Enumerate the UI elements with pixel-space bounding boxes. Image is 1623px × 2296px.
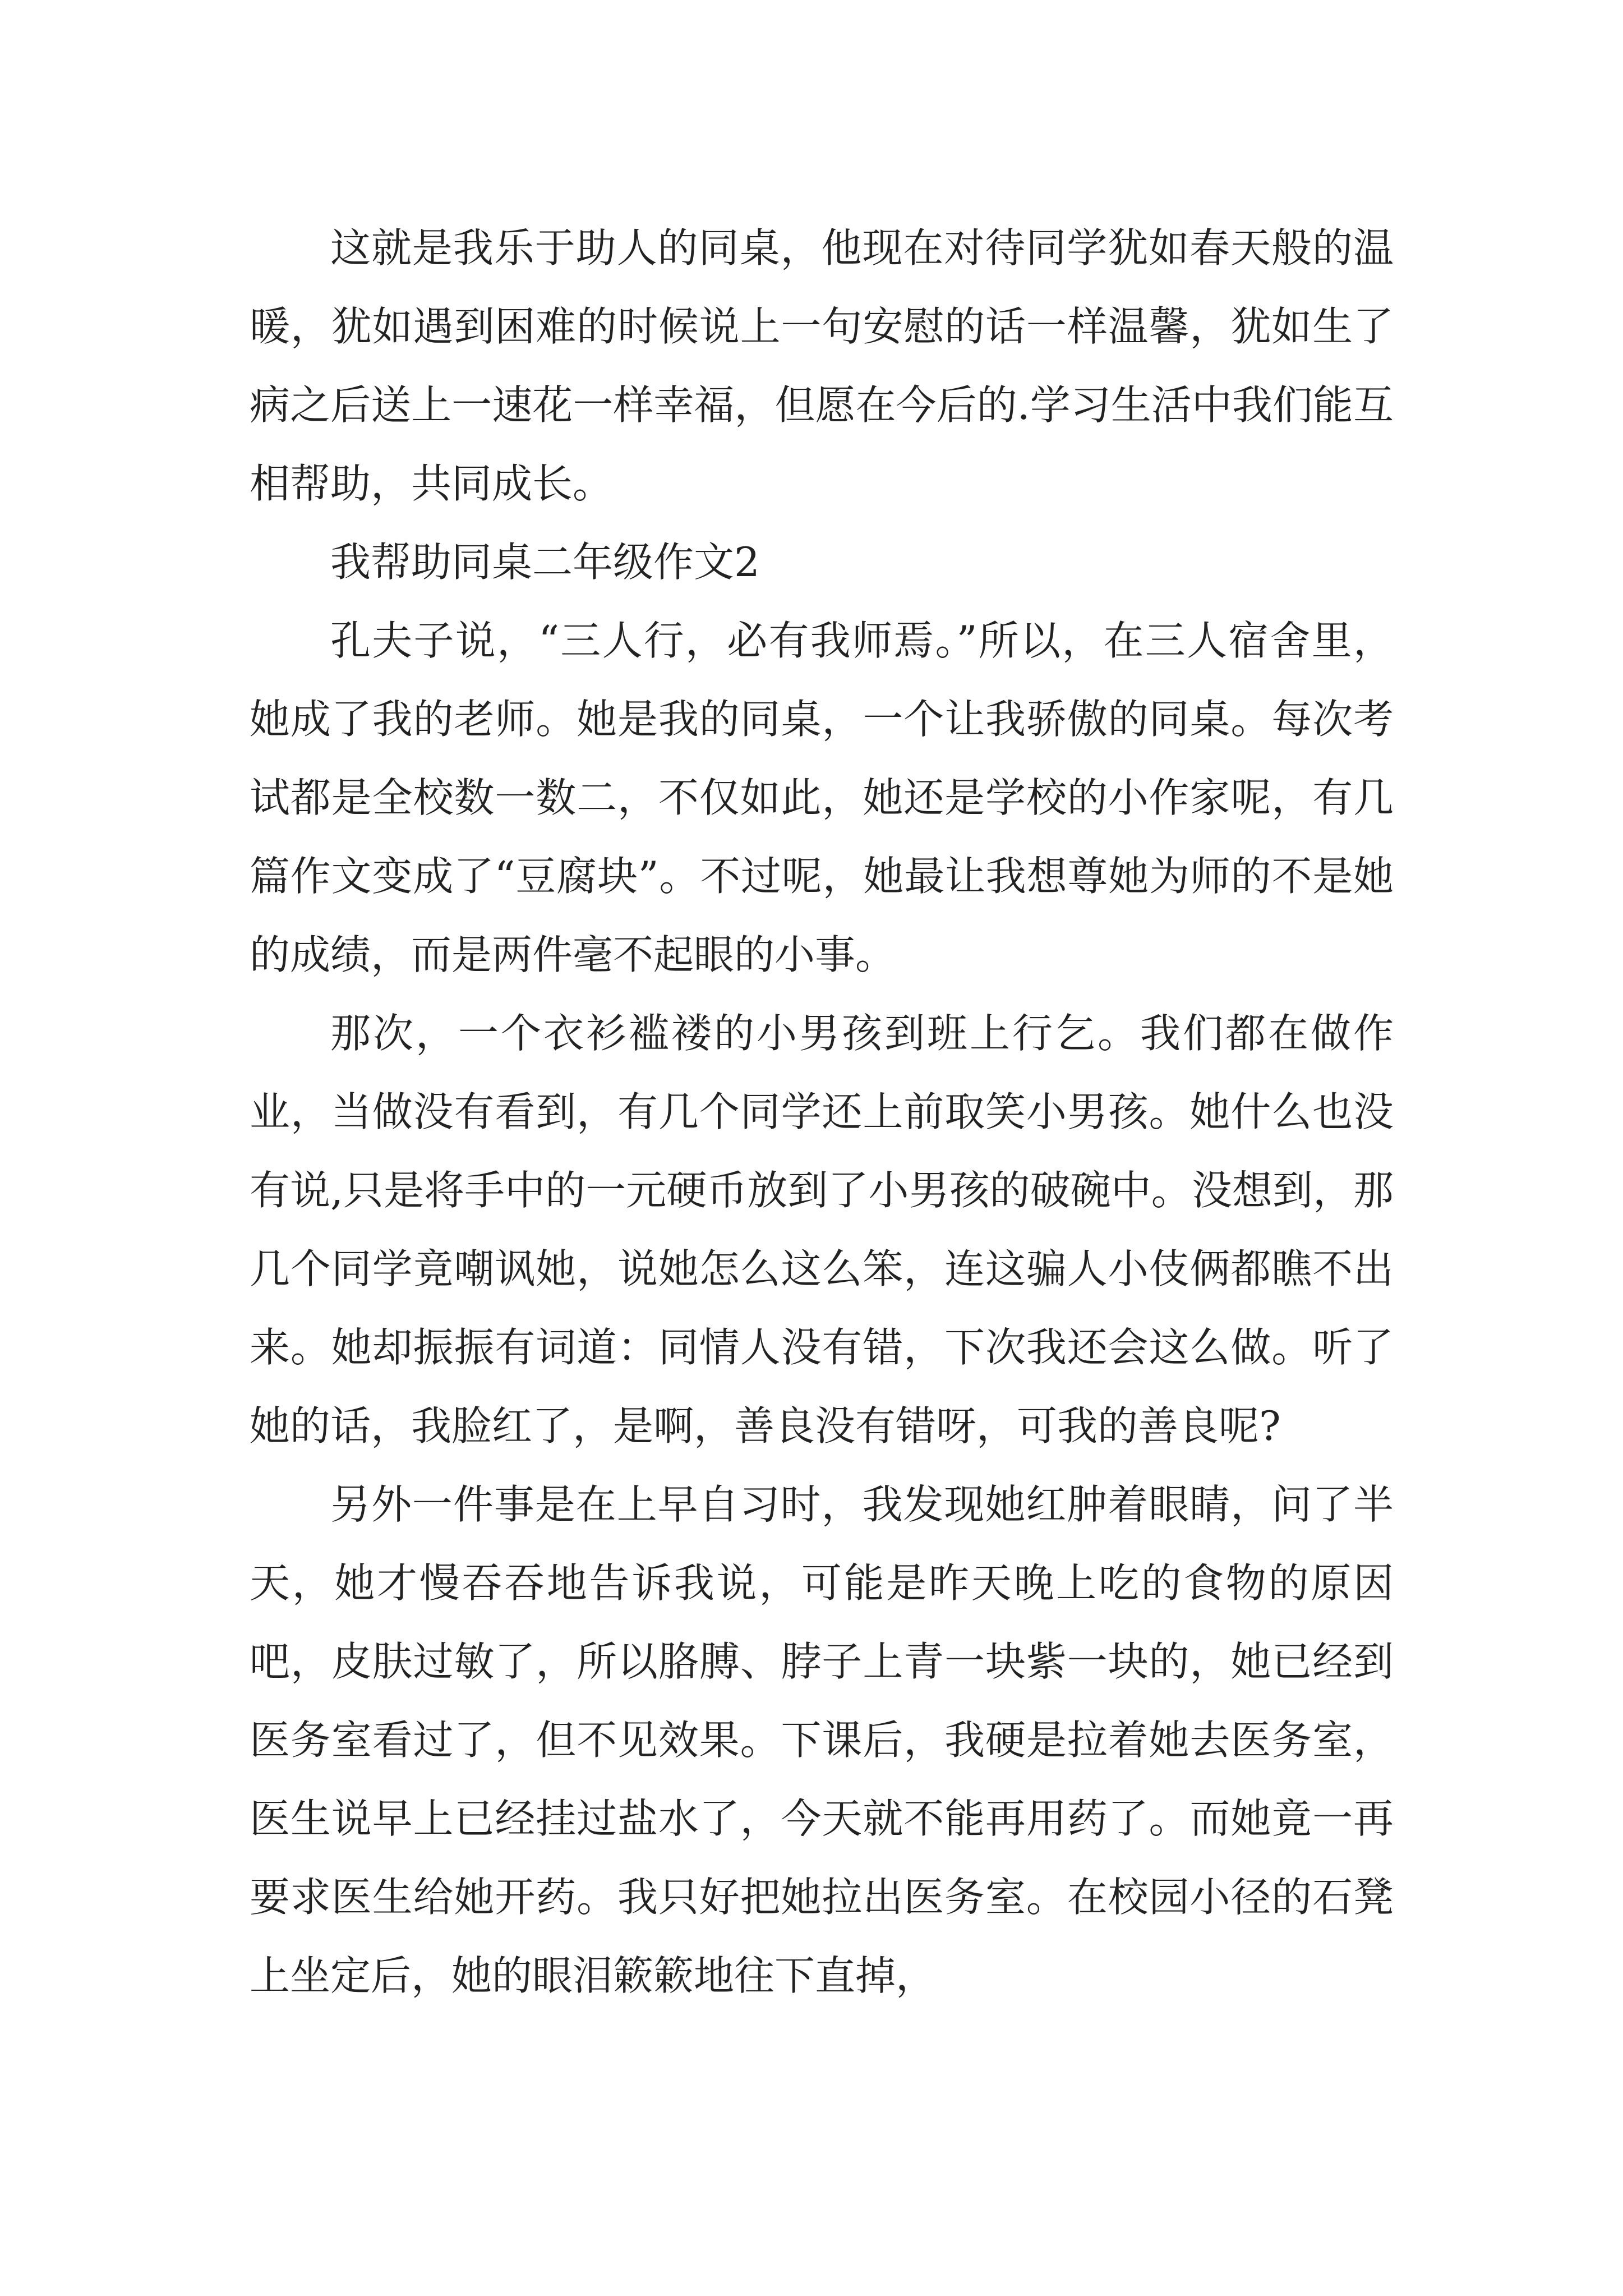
document-body bbox=[250, 209, 1394, 2015]
paragraph-allergy-story: 另外一件事是在上早自习时，我发现她红肿着眼睛，问了半天，她才慢吞吞地告诉我说，可能是昨天晚上吃的食物的原因吧，皮肤过敏了，所以胳膊、脖子上青一块紫一块的，她已经到医务室看过了，但不见效果。下课后，我硬是拉着她去医务室，医生说早上已经挂过盐水了，今天就不能再用药了。而她竟一再要求医生给她开药。我只好把她拉出医务室。在校园小径的石凳上坐定后，她的眼泪簌簌地往下直掉， bbox=[250, 1481, 1394, 1999]
section-heading: 我帮助同桌二年级作文2 bbox=[330, 539, 760, 586]
paragraph-intro: 孔夫子说，“三人行，必有我师焉。”所以，在三人宿舍里，她成了我的老师。她是我的同桌，一个让我骄傲的同桌。每次考试都是全校数一数二，不仅如此，她还是学校的小作家呢，有几篇作文变成了“豆腐块”。不过呢，她最让我想尊她为师的不是她的成绩，而是两件毫不起眼的小事。 bbox=[250, 617, 1394, 978]
paragraph-beggar-story: 那次，一个衣衫褴褛的小男孩到班上行乞。我们都在做作业，当做没有看到，有几个同学还上前取笑小男孩。她什么也没有说,只是将手中的一元硬币放到了小男孩的破碗中。没想到，那几个同学竟嘲讽她，说她怎么这么笨，连这骗人小伎俩都瞧不出来。她却振振有词道：同情人没有错，下次我还会这么做。听了她的话，我脸红了，是啊，善良没有错呀，可我的善良呢? bbox=[250, 1010, 1394, 1450]
paragraph-closing: 这就是我乐于助人的同桌，他现在对待同学犹如春天般的温暖，犹如遇到困难的时候说上一句安慰的话一样温馨，犹如生了病之后送上一速花一样幸福，但愿在今后的.学习生活中我们能互相帮助，共同成长。 bbox=[250, 224, 1394, 507]
